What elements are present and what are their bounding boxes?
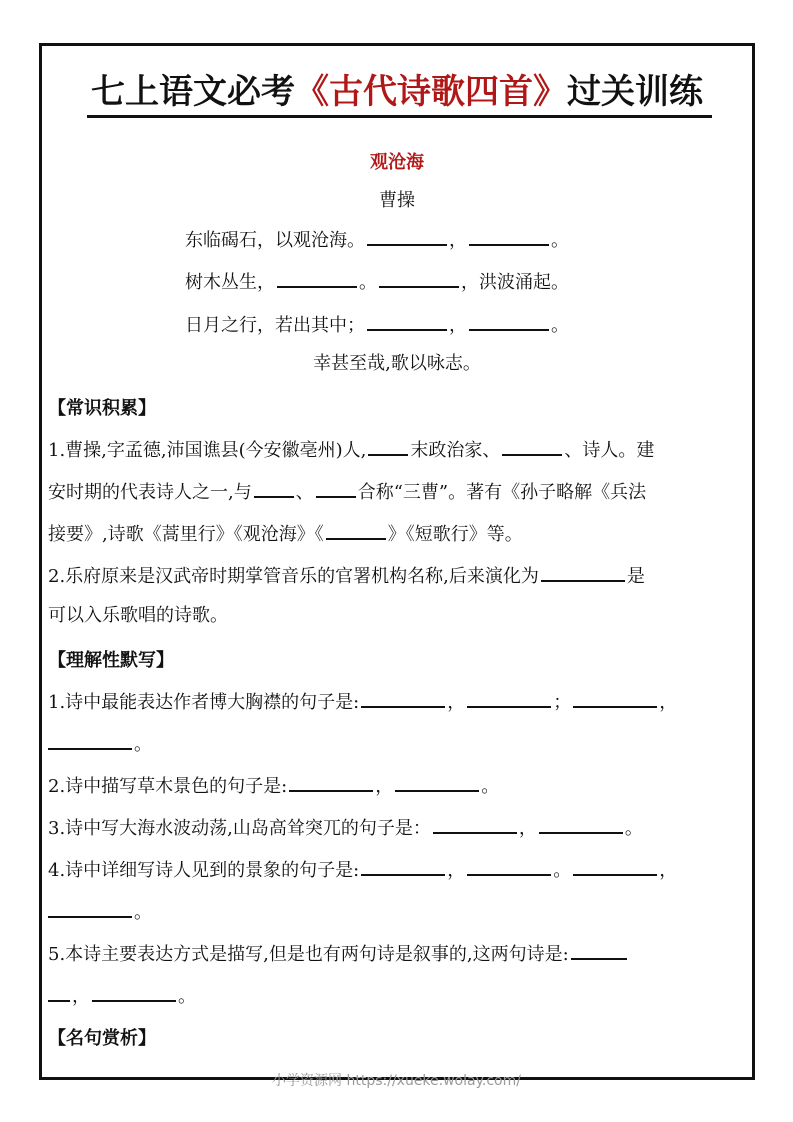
question-text: 、	[295, 482, 314, 503]
blank[interactable]	[277, 268, 357, 288]
poem-line-1	[185, 226, 569, 253]
blank[interactable]	[48, 898, 132, 918]
blank[interactable]	[367, 226, 447, 246]
punct: ，	[659, 860, 678, 881]
poem-title: 观沧海	[370, 152, 424, 173]
question-text: 接要》,诗歌《蒿里行》《观沧海》《	[48, 524, 324, 545]
blank[interactable]	[467, 856, 551, 876]
knowledge-q2-line2: 可以入乐歌唱的诗歌。	[48, 605, 228, 626]
dictation-q5-cont	[48, 982, 196, 1009]
question-text: 安时期的代表诗人之一,与	[48, 482, 252, 503]
poem-text: 日月之行，若出其中；	[185, 315, 365, 336]
blank[interactable]	[316, 478, 356, 498]
blank[interactable]	[469, 226, 549, 246]
blank[interactable]	[368, 436, 408, 456]
punct: 。	[134, 734, 152, 755]
punct: ，	[72, 986, 90, 1007]
poem-line-3	[185, 311, 569, 338]
dictation-q3	[48, 814, 643, 841]
question-text: 5.本诗主要表达方式是描写,但是也有两句诗是叙事的,这两句诗是:	[48, 944, 569, 965]
dictation-q1	[48, 688, 677, 715]
worksheet-frame	[39, 43, 755, 1080]
page-title	[42, 70, 752, 114]
poem-text: 树木丛生，	[185, 272, 275, 293]
title-underline	[87, 115, 712, 118]
title-highlight: 《古代诗歌四首》	[295, 72, 567, 112]
title-suffix: 过关训练	[567, 72, 703, 112]
question-text: 合称“三曹”。著有《孙子略解《兵法	[357, 482, 647, 503]
poem-line-4: 幸甚至哉,歌以咏志。	[313, 353, 481, 374]
blank[interactable]	[367, 311, 447, 331]
dictation-q1-cont	[48, 730, 152, 757]
knowledge-q1-line2	[48, 478, 646, 505]
punct: ，	[447, 860, 466, 881]
blank[interactable]	[361, 856, 445, 876]
blank[interactable]	[48, 982, 70, 1002]
punct: ，	[447, 692, 466, 713]
punct: 。	[178, 986, 196, 1007]
question-text: 1.诗中最能表达作者博大胸襟的句子是:	[48, 692, 360, 713]
blank[interactable]	[541, 562, 625, 582]
question-text: 、诗人。建	[564, 440, 655, 461]
punct: ，	[375, 776, 394, 797]
question-text: 是	[626, 566, 645, 587]
footer-watermark: 小学资源网 https://xueke.wolay.com/	[272, 1073, 521, 1089]
question-text: 2.诗中描写草木景色的句子是:	[48, 776, 288, 797]
blank[interactable]	[48, 730, 132, 750]
blank[interactable]	[361, 688, 445, 708]
question-text: 1.曹操,字孟德,沛国谯县(今安徽亳州)人,	[48, 440, 367, 461]
knowledge-q2-line1	[48, 562, 645, 589]
knowledge-q1-line1	[48, 436, 654, 463]
punct: 。	[134, 902, 152, 923]
poem-author: 曹操	[379, 190, 415, 211]
blank[interactable]	[571, 940, 627, 960]
blank[interactable]	[326, 520, 386, 540]
punct: 。	[359, 272, 377, 293]
question-text: 末政治家、	[410, 440, 501, 461]
blank[interactable]	[467, 688, 551, 708]
blank[interactable]	[573, 856, 657, 876]
question-text: 2.乐府原来是汉武帝时期掌管音乐的官署机构名称,后来演化为	[48, 566, 539, 587]
punct: ，	[518, 818, 537, 839]
blank[interactable]	[395, 772, 479, 792]
punct: ，	[449, 315, 467, 336]
blank[interactable]	[502, 436, 562, 456]
blank[interactable]	[379, 268, 459, 288]
dictation-q5	[48, 940, 629, 967]
punct: ；	[553, 692, 572, 713]
blank[interactable]	[539, 814, 623, 834]
knowledge-q1-line3	[48, 520, 523, 547]
poem-line-2	[185, 268, 569, 295]
punct: ，	[659, 692, 678, 713]
blank[interactable]	[92, 982, 176, 1002]
blank[interactable]	[469, 311, 549, 331]
punct: 。	[624, 818, 643, 839]
dictation-q4-cont	[48, 898, 152, 925]
blank[interactable]	[254, 478, 294, 498]
poem-text: 东临碣石，以观沧海。	[185, 230, 365, 251]
punct: 。	[551, 230, 569, 251]
dictation-q2	[48, 772, 499, 799]
dictation-q4	[48, 856, 677, 883]
blank[interactable]	[573, 688, 657, 708]
section-heading-knowledge: 【常识积累】	[48, 398, 156, 419]
punct: 。	[553, 860, 572, 881]
punct: 。	[551, 315, 569, 336]
blank[interactable]	[433, 814, 517, 834]
question-text: 》《短歌行》等。	[387, 524, 523, 545]
section-heading-appreciation: 【名句赏析】	[48, 1028, 156, 1049]
question-text: 4.诗中详细写诗人见到的景象的句子是:	[48, 860, 360, 881]
title-prefix: 七上语文必考	[91, 72, 295, 112]
blank[interactable]	[289, 772, 373, 792]
punct: 。	[481, 776, 500, 797]
question-text: 3.诗中写大海水波动荡,山岛高耸突兀的句子是：	[48, 818, 431, 839]
punct: ，	[449, 230, 467, 251]
section-heading-dictation: 【理解性默写】	[48, 650, 174, 671]
poem-text: ，洪波涌起。	[461, 272, 569, 293]
